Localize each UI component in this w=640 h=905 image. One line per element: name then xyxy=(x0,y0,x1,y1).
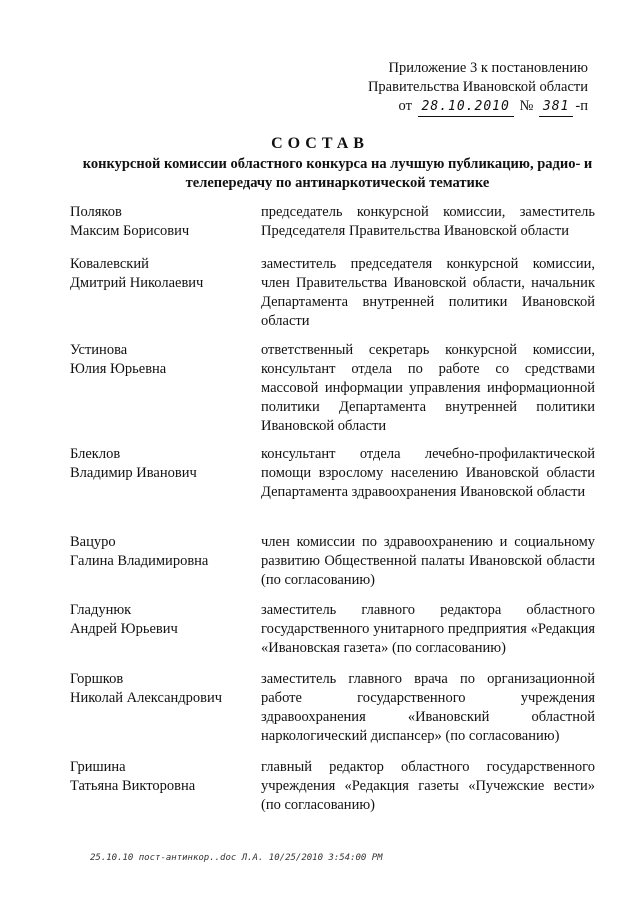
member-name xyxy=(70,758,255,796)
member-role: консультант отдела лечебно-профилактической помощи взрослому населению Ивановской области Департамента здравоохранения Ивановской области xyxy=(261,446,595,500)
number-label: № xyxy=(519,98,534,114)
member-role: заместитель главного врача по организационной работе государственного учреждения здравоохранения «Ивановский областной наркологический диспансер» (по согласованию) xyxy=(261,671,595,744)
member-given-name: Юлия Юрьевна xyxy=(70,361,167,377)
member-role: заместитель председателя конкурсной комиссии, член Правительства Ивановской области, начальник Департамента внутренней политики Ивановской области xyxy=(261,256,595,329)
member-surname: Гладунюк xyxy=(70,602,132,618)
appendix-line-1: Приложение 3 к постановлению xyxy=(388,60,588,76)
member-surname: Гришина xyxy=(70,759,126,775)
member-role: председатель конкурсной комиссии, заместитель Председателя Правительства Ивановской области xyxy=(261,204,595,239)
member-surname: Вацуро xyxy=(70,534,116,550)
handwritten-number: 381 xyxy=(539,97,573,117)
member-name xyxy=(70,670,255,708)
document-title: СОСТАВ xyxy=(271,135,369,152)
file-footer: 25.10.10 пост-антинкор..doc Л.А. 10/25/2010 3:54:00 PM xyxy=(90,853,383,863)
member-name xyxy=(70,601,255,639)
member-role: главный редактор областного государственного учреждения «Редакция газеты «Пучежские вести» (по согласованию) xyxy=(261,759,595,813)
member-surname: Блеклов xyxy=(70,446,121,462)
member-name xyxy=(70,445,255,483)
member-name xyxy=(70,341,255,379)
member-given-name: Николай Александрович xyxy=(70,690,223,706)
member-name xyxy=(70,203,255,241)
member-surname: Поляков xyxy=(70,204,122,220)
member-given-name: Дмитрий Николаевич xyxy=(70,275,204,291)
member-surname: Горшков xyxy=(70,671,124,687)
member-name xyxy=(70,255,255,293)
member-given-name: Владимир Иванович xyxy=(70,465,197,481)
member-given-name: Татьяна Викторовна xyxy=(70,778,196,794)
number-suffix: -п xyxy=(575,98,588,114)
from-label: от xyxy=(398,98,412,114)
appendix-date-line xyxy=(368,97,588,117)
member-surname: Устинова xyxy=(70,342,128,358)
member-given-name: Андрей Юрьевич xyxy=(70,621,178,637)
member-surname: Ковалевский xyxy=(70,256,149,272)
member-given-name: Галина Владимировна xyxy=(70,553,209,569)
appendix-line-2: Правительства Ивановской области xyxy=(367,79,588,95)
member-given-name: Максим Борисович xyxy=(70,223,190,239)
member-role: ответственный секретарь конкурсной комиссии, консультант отдела по работе со средствами массовой информации управления информационной политики Департамента внутренней политики Ивановской области xyxy=(261,342,595,434)
appendix-header xyxy=(368,59,588,117)
member-role: заместитель главного редактора областного государственного унитарного предприятия «Редакция «Ивановская газета» (по согласованию) xyxy=(261,602,595,656)
member-name xyxy=(70,533,255,571)
document-subtitle: конкурсной комиссии областного конкурса на лучшую публикацию, радио- и телепередачу по антинаркотической тематике xyxy=(82,156,593,191)
handwritten-date: 28.10.2010 xyxy=(418,97,514,117)
member-role: член комиссии по здравоохранению и социальному развитию Общественной палаты Ивановской области (по согласованию) xyxy=(261,534,595,588)
